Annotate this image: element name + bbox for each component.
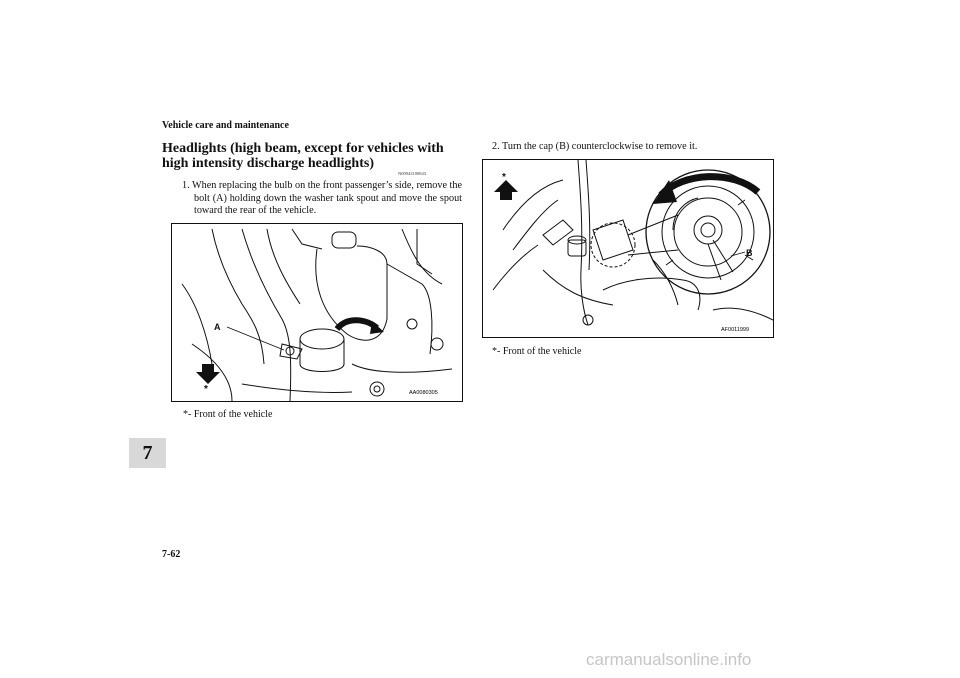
chapter-number: 7 [142, 442, 153, 464]
washer-tank-illustration [172, 224, 462, 401]
step-1-text: 1. When replacing the bulb on the front passenger’s side, remove the bolt (A) holding down the washer tank spout and move the spout toward the rear of the vehicle. [182, 180, 462, 216]
callout-b: B [746, 248, 753, 258]
watermark: carmanualsonline.info [586, 650, 752, 669]
figure-1-caption: *- Front of the vehicle [183, 409, 273, 420]
figure-code: AF0011999 [721, 327, 750, 333]
figure-washer-tank [171, 223, 463, 402]
figure-code: AA0080305 [409, 390, 438, 396]
arrow-up-icon [494, 180, 518, 200]
figure-2-caption: *- Front of the vehicle [492, 346, 582, 357]
callout-a: A [214, 322, 221, 332]
arrow-down-icon [196, 364, 220, 384]
front-mark: * [502, 172, 506, 183]
reference-code: N00943100843 [398, 171, 426, 176]
step-2: 2. Turn the cap (B) counterclockwise to remove it. [492, 141, 698, 152]
figure-headlight-cap [482, 159, 774, 338]
running-head: Vehicle care and maintenance [162, 120, 289, 131]
front-mark: * [204, 384, 208, 395]
step-1 [182, 180, 462, 218]
page-number: 7-62 [162, 549, 181, 560]
section-title: Headlights (high beam, except for vehicles with high intensity discharge headlights) [162, 141, 444, 171]
headlight-cap-illustration [483, 160, 773, 337]
